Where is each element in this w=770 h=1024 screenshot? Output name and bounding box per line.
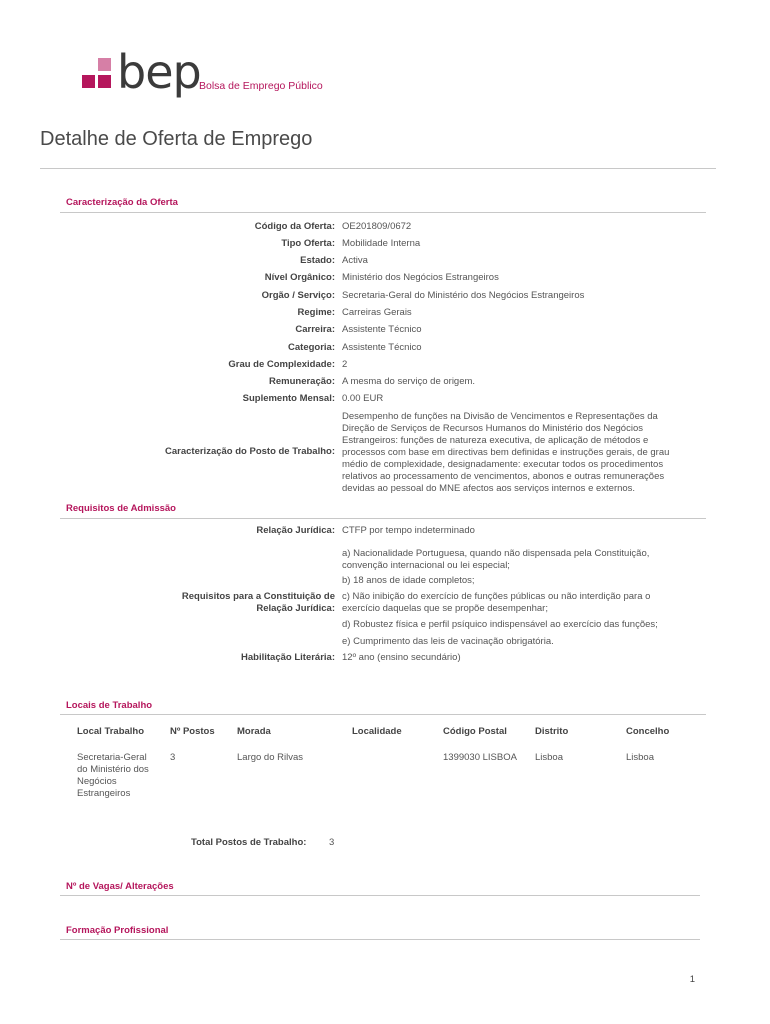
section-title-caracterizacao: Caracterização da Oferta bbox=[66, 197, 178, 208]
table-header-codigo-postal: Código Postal bbox=[443, 726, 507, 737]
text-line: Negócios bbox=[77, 776, 117, 787]
habilitacao-value: 12º ano (ensino secundário) bbox=[342, 652, 461, 663]
requisito-item: d) Robustez física e perfil psíquico indispensável ao exercício das funções; bbox=[342, 619, 658, 630]
text-line: relativos ao processamento de vencimentos, abonos e outras remunerações bbox=[342, 471, 665, 482]
section-divider bbox=[60, 714, 706, 715]
field-label: Categoria: bbox=[288, 342, 335, 353]
text-line: Estrangeiros: funções de natureza executiva, de aplicação de métodos e bbox=[342, 435, 649, 446]
text-line: Direção de Serviços de Recursos Humanos do Ministério dos Negócios bbox=[342, 423, 643, 434]
requisito-item: exercício daquelas que se propõe desempenhar; bbox=[342, 603, 548, 614]
requisito-item: b) 18 anos de idade completos; bbox=[342, 575, 475, 586]
section-title-requisitos: Requisitos de Admissão bbox=[66, 503, 176, 514]
table-header-local: Local Trabalho bbox=[77, 726, 145, 737]
text-line: Estrangeiros bbox=[77, 788, 131, 799]
relacao-juridica-value: CTFP por tempo indeterminado bbox=[342, 525, 475, 536]
field-label: Tipo Oferta: bbox=[281, 238, 335, 249]
requisito-item: c) Não inibição do exercício de funções públicas ou não interdição para o bbox=[342, 591, 651, 602]
table-header-distrito: Distrito bbox=[535, 726, 569, 737]
field-label: Código da Oferta: bbox=[254, 221, 335, 232]
section-title-vagas: Nº de Vagas/ Alterações bbox=[66, 881, 174, 892]
table-cell-morada: Largo do Rilvas bbox=[237, 752, 304, 763]
section-title-locais: Locais de Trabalho bbox=[66, 700, 153, 711]
table-header-localidade: Localidade bbox=[352, 726, 402, 737]
field-value: Activa bbox=[342, 255, 368, 266]
field-value: Mobilidade Interna bbox=[342, 238, 421, 249]
logo-square bbox=[82, 75, 95, 88]
habilitacao-label: Habilitação Literária: bbox=[241, 652, 335, 663]
logo-subtitle: Bolsa de Emprego Público bbox=[199, 80, 323, 92]
table-header-postos: Nº Postos bbox=[170, 726, 215, 737]
table-cell-local bbox=[77, 752, 149, 800]
table-header-morada: Morada bbox=[237, 726, 271, 737]
logo-wordmark: bep bbox=[117, 45, 201, 99]
field-value: 0.00 EUR bbox=[342, 393, 384, 404]
text-line: Relação Jurídica: bbox=[256, 603, 335, 614]
field-value: Assistente Técnico bbox=[342, 342, 422, 353]
page-number: 1 bbox=[689, 974, 695, 985]
logo-square bbox=[98, 75, 111, 88]
total-postos-value: 3 bbox=[329, 837, 335, 848]
section-divider bbox=[60, 939, 700, 940]
text-line: processos com base em directivas bem definidas e instruções gerais, de grau bbox=[342, 447, 670, 458]
requisito-item: a) Nacionalidade Portuguesa, quando não dispensada pela Constituição, bbox=[342, 548, 650, 559]
field-label: Carreira: bbox=[295, 324, 335, 335]
field-label: Orgão / Serviço: bbox=[261, 290, 335, 301]
field-value: 2 bbox=[342, 359, 348, 370]
section-title-formacao: Formação Profissional bbox=[66, 925, 169, 936]
field-label: Remuneração: bbox=[269, 376, 335, 387]
field-value: Assistente Técnico bbox=[342, 324, 422, 335]
field-value: Secretaria-Geral do Ministério dos Negócios Estrangeiros bbox=[342, 290, 585, 301]
table-cell-postos: 3 bbox=[170, 752, 176, 763]
section-divider bbox=[60, 518, 706, 519]
field-value: Ministério dos Negócios Estrangeiros bbox=[342, 272, 499, 283]
field-label: Regime: bbox=[297, 307, 335, 318]
posto-trabalho-description bbox=[342, 411, 702, 495]
text-line: do Ministério dos bbox=[77, 764, 149, 775]
table-cell-codigo-postal: 1399030 LISBOA bbox=[443, 752, 517, 763]
total-postos-label: Total Postos de Trabalho: bbox=[191, 837, 307, 848]
field-label: Nível Orgânico: bbox=[264, 272, 335, 283]
page-title: Detalhe de Oferta de Emprego bbox=[40, 128, 313, 150]
table-header-concelho: Concelho bbox=[626, 726, 670, 737]
requisito-item: e) Cumprimento das leis de vacinação obrigatória. bbox=[342, 636, 554, 647]
text-line: Secretaria-Geral bbox=[77, 752, 147, 763]
field-label: Estado: bbox=[300, 255, 335, 266]
text-line: devidas ao pessoal do MNE afectos aos serviços internos e externos. bbox=[342, 483, 636, 494]
field-value: Carreiras Gerais bbox=[342, 307, 412, 318]
title-divider bbox=[40, 168, 716, 169]
text-line: Requisitos para a Constituição de bbox=[181, 591, 335, 602]
relacao-juridica-label: Relação Jurídica: bbox=[256, 525, 335, 536]
bep-logo bbox=[82, 45, 342, 102]
section-divider bbox=[60, 212, 706, 213]
posto-trabalho-label: Caracterização do Posto de Trabalho: bbox=[165, 446, 335, 457]
field-label: Suplemento Mensal: bbox=[242, 393, 335, 404]
field-label: Grau de Complexidade: bbox=[228, 359, 335, 370]
constituicao-label bbox=[182, 591, 335, 615]
requisito-item: convenção internacional ou lei especial; bbox=[342, 560, 510, 571]
section-divider bbox=[60, 895, 700, 896]
logo-square bbox=[98, 58, 111, 71]
field-value: A mesma do serviço de origem. bbox=[342, 376, 476, 387]
table-cell-distrito: Lisboa bbox=[535, 752, 563, 763]
table-cell-concelho: Lisboa bbox=[626, 752, 654, 763]
text-line: médio de complexidade, designadamente: executar todos os procedimentos bbox=[342, 459, 664, 470]
field-value: OE201809/0672 bbox=[342, 221, 412, 232]
text-line: Desempenho de funções na Divisão de Vencimentos e Representações da bbox=[342, 411, 658, 422]
